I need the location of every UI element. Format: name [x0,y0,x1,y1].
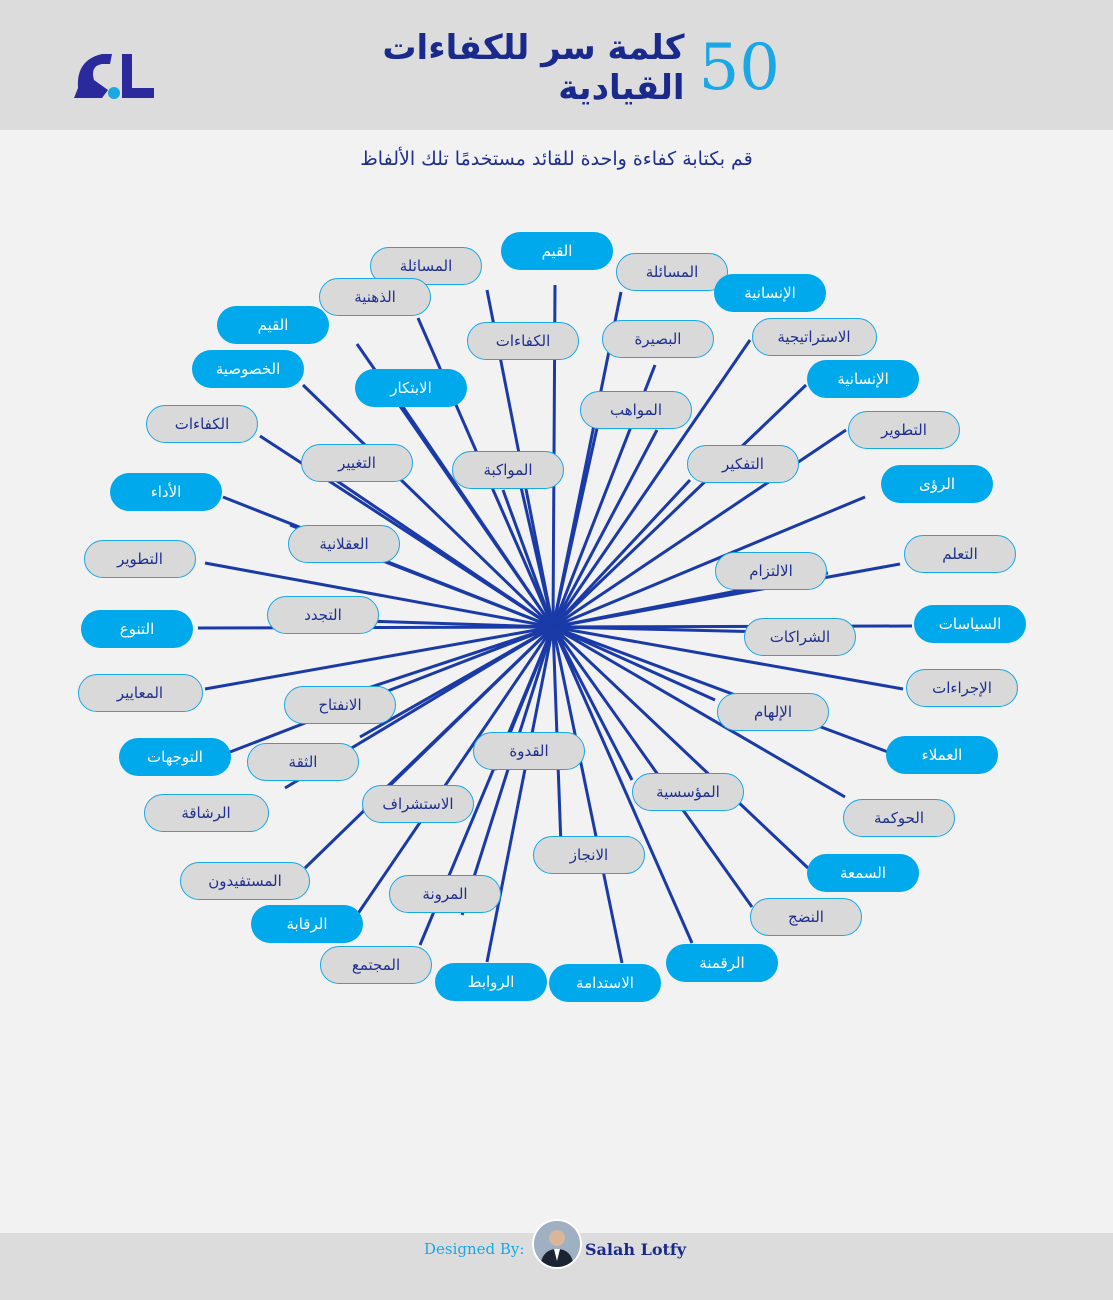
word-pill: التعلم [904,535,1016,573]
word-pill: الحوكمة [843,799,955,837]
word-pill: الرشاقة [144,794,269,832]
designed-by-label: Designed By: [424,1240,525,1258]
word-pill: الابتكار [355,369,467,407]
word-pill: الإنسانية [714,274,826,312]
word-pill: الإجراءات [906,669,1018,707]
word-pill: السمعة [807,854,919,892]
word-pill: المجتمع [320,946,432,984]
word-pill: التوجهات [119,738,231,776]
word-pill: الرقمنة [666,944,778,982]
title-number: 50 [698,31,780,105]
word-pill: المرونة [389,875,501,913]
author-name: Salah Lotfy [585,1240,687,1259]
word-pill: الإلهام [717,693,829,731]
word-pill: الرقابة [251,905,363,943]
word-pill: القدوة [473,732,585,770]
word-pill: التفكير [687,445,799,483]
word-pill: الكفاءات [467,322,579,360]
word-pill: الإنسانية [807,360,919,398]
word-pill: الروابط [435,963,547,1001]
spoke-line [198,627,553,628]
subtitle: قم بكتابة كفاءة واحدة للقائد مستخدمًا تلك الألفاظ [360,148,753,170]
word-pill: المؤسسية [632,773,744,811]
word-pill: المسائلة [370,247,482,285]
spoke-line [553,627,808,868]
word-pill: التغيير [301,444,413,482]
word-pill: الكفاءات [146,405,258,443]
word-pill: الاستراتيجية [752,318,877,356]
word-pill: التطوير [848,411,960,449]
word-pill: الثقة [247,743,359,781]
word-pill: المواهب [580,391,692,429]
word-pill: المعايير [78,674,203,712]
word-pill: النضج [750,898,862,936]
word-pill: العملاء [886,736,998,774]
word-pill: الشراكات [744,618,856,656]
word-pill: الخصوصية [192,350,304,388]
spoke-line [553,430,657,627]
spoke-line [303,385,553,627]
word-pill: المستفيدون [180,862,310,900]
word-pill: المسائلة [616,253,728,291]
word-pill: التطوير [84,540,196,578]
word-pill: الاستشراف [362,785,474,823]
word-pill: الاستدامة [549,964,661,1002]
word-pill: السياسات [914,605,1026,643]
word-pill: التجدد [267,596,379,634]
word-pill: المواكبة [452,451,564,489]
word-pill: الالتزام [715,552,827,590]
word-pill: القيم [501,232,613,270]
word-pill: الانفتاح [284,686,396,724]
word-pill: العقلانية [288,525,400,563]
word-pill: الذهنية [319,278,431,316]
word-pill: الأداء [110,473,222,511]
spoke-line [503,490,553,627]
word-pill: البصيرة [602,320,714,358]
word-pill: الرؤى [881,465,993,503]
title-text: كلمة سر للكفاءات القيادية [382,28,685,108]
word-pill: التنوع [81,610,193,648]
word-pill: الانجاز [533,836,645,874]
author-avatar-icon [532,1219,582,1269]
spoke-line [205,563,553,627]
word-pill: القيم [217,306,329,344]
